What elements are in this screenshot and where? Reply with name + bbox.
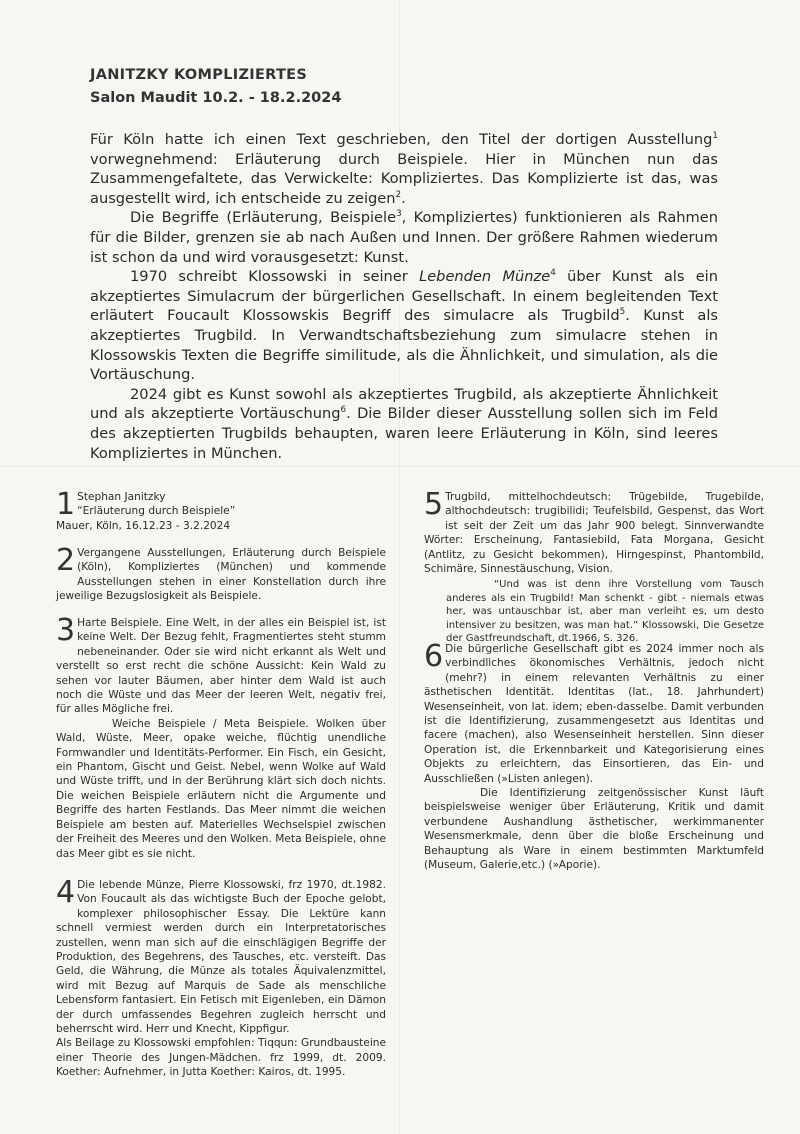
paragraph-2: Die Begriffe (Erläuterung, Beispiele$^3$, Kompliziertes) funktionieren als Rahmen für die Bilder, grenzen sie ab nach Außen und Innen. Der größere Rahmen wiederum ist schon da und wird vorausgesetzt: Kunst. (90, 209, 718, 266)
footnote-3: 3 Harte Beispiele. Eine Welt, in der alles ein Beispiel ist, ist keine Welt. Der Bezug fehlt, Fragmentiertes steht stumm nebeneinander. Oder sie wird nicht erkannt als Welt und verstellt so erst recht die schöne Aussicht: Kein Wald zu sehen vor lauter Bäumen, aber hinter dem Wald ist auch noch die Wüste und das Meer der leeren Welt, negativ frei, für alles Mögliche frei. Weiche Beispiele / Meta Beispiele. Wolken über Wald, Wüste, Meer, opake weiche, flüchtig unendliche Formwandler und Identitäts-Performer. Ein Fisch, ein Gesicht, ein Phantom, Gischt und Geist. Nebel, wenn Wolke auf Wald und Wüste trifft, und in der Berührung klärt sich doch nichts. Die weichen Beispiele erläutern nicht die Argumente und Begriffe des harten Festlands. Das Meer nimmt die weichen Beispiele am besten auf. Materielles Wechselspiel zwischen der Freiheit des Meeres und den Wolken. Meta Beispiele, ohne das Meer gibt es sie nicht. (56, 613, 386, 860)
exhibition-dates: Salon Maudit 10.2. - 18.2.2024 (90, 90, 342, 106)
paragraph-3: 1970 schreibt Klossowski in seiner Lebenden Münze$^4$ über Kunst als ein akzeptiertes Simulacrum der bürgerlichen Gesellschaft. In einem begleitenden Text erläutert Foucault Klossowskis Begriff des simulacre als Trugbild$^5$. Kunst als akzeptiertes Trugbild. In Verwandtschaftsbeziehung zum simulacre stehen in Klossowskis Texten die Begriffe similitude, als die Ähnlichkeit, und simulation, als die Vortäuschung. (90, 268, 718, 384)
footnote-6: 6 Die bürgerliche Gesellschaft gibt es 2024 immer noch als verbindliches ökonomisches Verhältnis, jedoch nicht (mehr?) in einem relevanten Verhältnis zu einer ästhetischen Identität. Identitas (lat., 18. Jahrhundert) Wesenseinheit, von lat. idem; eben-dasselbe. Damit verbunden ist die Identifizierung, zusammengesetzt aus Identitas und facere (machen), also Wesenseinheit herstellen. Sinn dieser Operation ist, die Erkennbarkeit und Kategorisierung eines Objekts zu erleichtern, das Einsortieren, das Ein- und Ausschließen (»Listen anlegen). Die Identifizierung zeitgenössischer Kunst läuft beispielsweise weniger über Erläuterung, Kritik und damit verbundene Aushandlung ästhetischer, werkimmanenter Wesensmerkmale, denn über die bloße Erscheinung und Behauptung als Ware in einem bestimmten Marktumfeld (Museum, Galerie,etc.) (»Aporie). (424, 639, 764, 872)
main-text (90, 130, 718, 463)
footnote-ref-1: 1 (712, 131, 718, 142)
footnote-number: 3 (56, 613, 76, 648)
book-title: Lebenden Münze (419, 268, 551, 286)
footnote-1: 1 Stephan Janitzky “Erläuterung durch Beispiele” Mauer, Köln, 16.12.23 - 3.2.2024 (56, 487, 236, 532)
footnote-4: 4 Die lebende Münze, Pierre Klossowski, frz 1970, dt.1982. Von Foucault als das wichtigste Buch der Epoche gelobt, komplexer philosophischer Essay. Die Lektüre kann schnell vermiest werden durch ein Interpretatorisches zustellen, wenn man sich auf die einschlägigen Begriffe der Produktion, des Begehrens, des Tausches, etc. versteift. Das Geld, die Währung, die Münze als totales Äquivalenzmittel, wird mit Bezug auf Marquis de Sade als menschliche Lebensform fantasiert. Ein Fetisch mit Eigenleben, ein Dämon der durch umfassendes Begehren zugleich herrscht und beherrscht wird. Herr und Knecht, Kippfigur. Als Beilage zu Klossowski empfohlen: Tiqqun: Grundbausteine einer Theorie des Jungen-Mädchen. frz 1999, dt. 2009. Koether: Aufnehmer, in Jutta Koether: Kairos, dt. 1995. (56, 875, 386, 1079)
footnote-5: 5 Trugbild, mittelhochdeutsch: Trügebilde, Trugebilde, althochdeutsch: trugibilidi; Teufelsbild, Gespenst, das Wort ist seit der Zeit um das Jahr 900 belegt. Sinnverwandte Wörter: Erscheinung, Fantasiebild, Fata Morgana, Gesicht (Antlitz, zu Gesicht bekommen), Hirngespinst, Phantombild, Schimäre, Sinnestäuschung, Vision. “Und was ist denn ihre Vorstellung vom Tausch anderes als ein Trugbild! Man schenkt - gibt - niemals etwas her, was untauschbar ist, aber man verleiht es, um desto intensiver zu besitzen, was man hat.” Klossowski, Die Gesetze der Gastfreundschaft, dt.1966, S. 326. (424, 487, 764, 645)
paragraph-4: 2024 gibt es Kunst sowohl als akzeptiertes Trugbild, als akzeptierte Ähnlichkeit und als akzeptierte Vortäuschung$^6$. Die Bilder dieser Ausstellung sollen sich im Feld des akzeptierten Trugbilds behaupten, waren leere Erläuterung in Köln, sind leeres Kompliziertes in München. (90, 385, 718, 462)
footnote-number: 5 (424, 487, 444, 522)
footnote-ref-3: 3 (396, 209, 402, 220)
footnote-ref-2: 2 (395, 189, 402, 200)
footnote-number: 6 (424, 639, 444, 674)
footnote-2: 2 Vergangene Ausstellungen, Erläuterung durch Beispiele (Köln), Kompliziertes (München) und kommende Ausstellungen stehen in einer Konstellation durch ihre jeweilige Bezugslosigkeit als Beispiele. (56, 543, 386, 603)
footnote-ref-6: 6 (340, 405, 347, 416)
footnote-number: 4 (56, 875, 76, 910)
paragraph-1: Für Köln hatte ich einen Text geschrieben, den Titel der dortigen Ausstellung$^1$ vorwegnehmend: Erläuterung durch Beispiele. Hier in München nun das Zusammengefaltete, das Verwickelte: Kompliziertes. Das Komplizierte ist das, was ausgestellt wird, ich entscheide zu zeigen$^2$. (90, 131, 718, 207)
footnote-ref-5: 5 (619, 307, 626, 318)
footnote-number: 1 (56, 487, 76, 522)
klossowski-quote: “Und was ist denn ihre Vorstellung vom Tausch anderes als ein Trugbild! Man schenkt - gibt - niemals etwas her, was untauschbar ist, aber man verleiht es, um desto intensiver zu besitzen, was man hat.” Klossowski, Die Gesetze der Gastfreundschaft, dt.1966, S. 326. (446, 579, 764, 645)
footnote-ref-4: 4 (550, 268, 556, 279)
document-header (90, 66, 341, 108)
document-title: JANITZKY KOMPLIZIERTES (90, 67, 308, 83)
footnote-number: 2 (56, 543, 76, 578)
paper-fold-horizontal (0, 466, 800, 467)
